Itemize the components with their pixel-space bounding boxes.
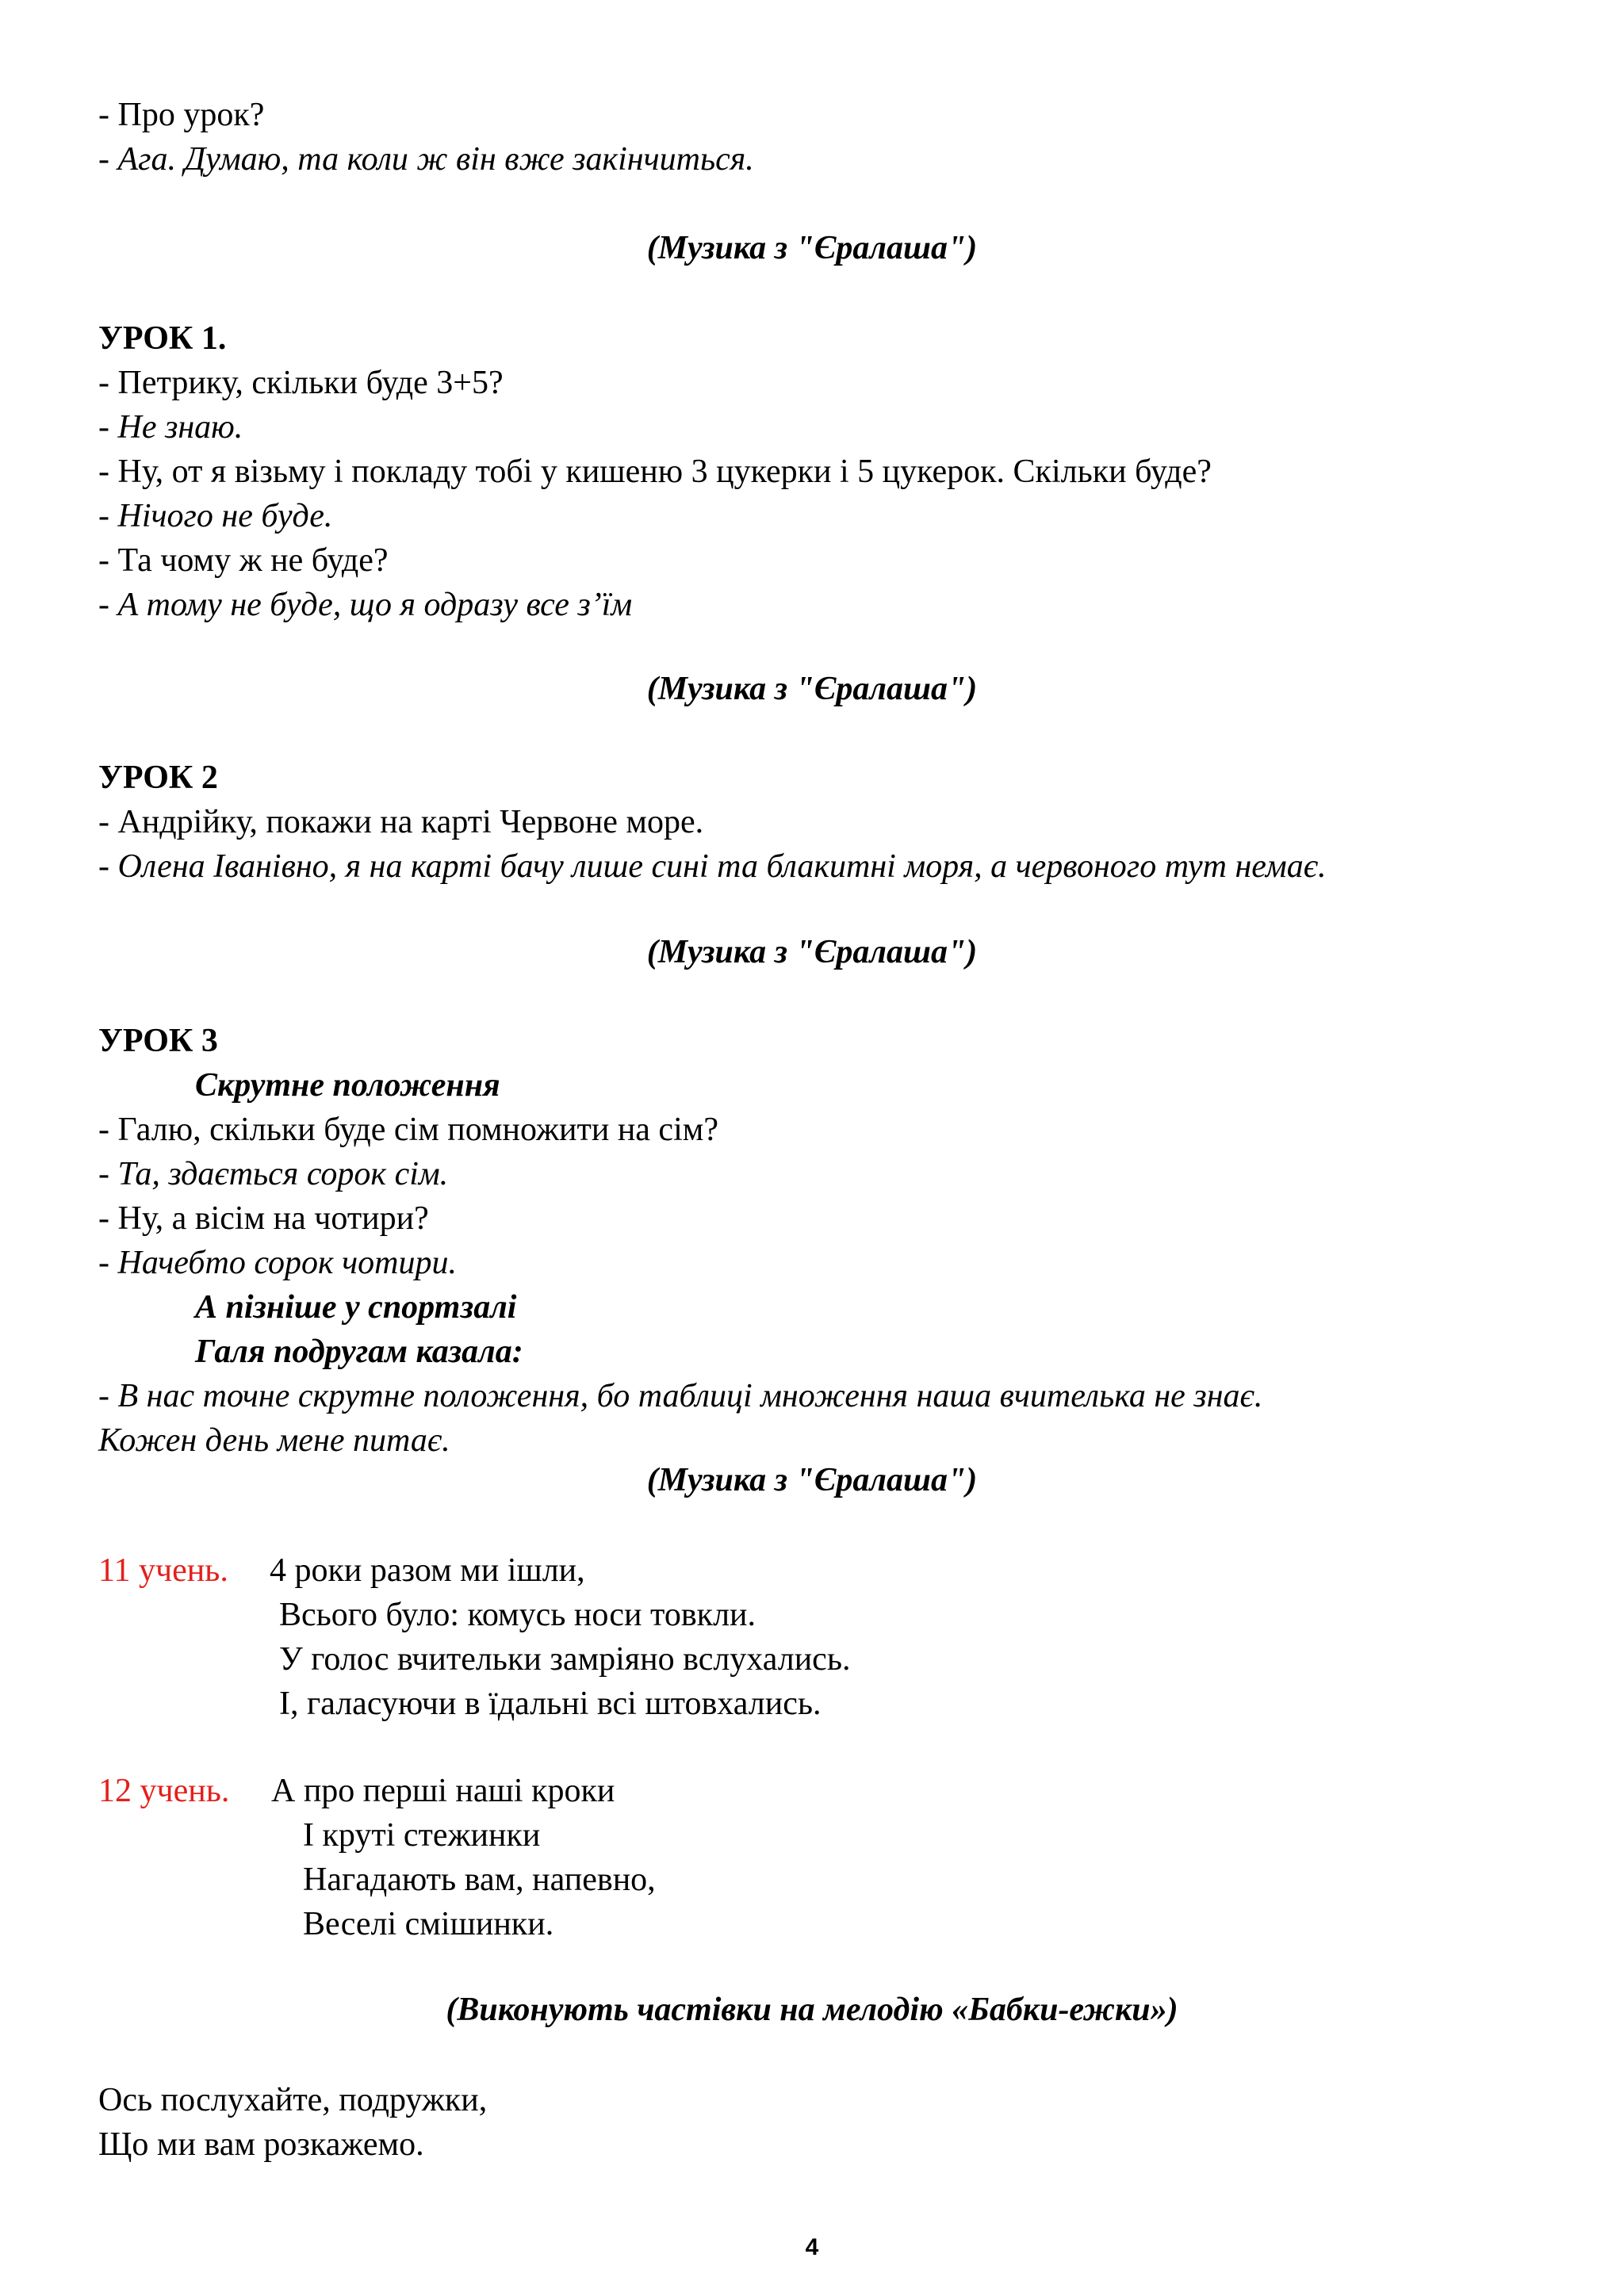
verse-line: Ось послухайте, подружки, <box>98 2082 488 2118</box>
lesson-3-heading: Скрутне положення <box>195 1067 500 1104</box>
verse-line: А пізніше у спортзалі <box>195 1289 517 1326</box>
lesson-1-title: УРОК 1. <box>98 320 227 357</box>
speaker-label: 11 учень. <box>98 1552 228 1589</box>
verse-line: Всього було: комусь носи товкли. <box>279 1597 756 1633</box>
dialogue-line: - Та, здається сорок сім. <box>98 1156 449 1192</box>
lesson-3-title: УРОК 3 <box>98 1023 218 1059</box>
verse-line: Нагадають вам, напевно, <box>303 1862 656 1898</box>
verse-line: Веселі смішинки. <box>303 1906 554 1942</box>
page-number: 4 <box>805 2234 819 2260</box>
dialogue-line: - Галю, скільки буде сім помножити на сім? <box>98 1112 718 1148</box>
dialogue-line: - Петрику, скільки буде 3+5? <box>98 365 504 401</box>
dialogue-line: - Про урок? <box>98 97 265 133</box>
dialogue-line: - Андрійку, покажи на карті Червоне море. <box>98 804 704 840</box>
dialogue-line: - Та чому ж не буде? <box>98 542 389 579</box>
stage-direction-music: (Музика з "Єралаша") <box>646 671 978 707</box>
dialogue-line: - Не знаю. <box>98 409 243 446</box>
stage-direction-song: (Виконують частівки на мелодію «Бабки-ежки») <box>446 1992 1178 2028</box>
dialogue-line: - Начебто сорок чотири. <box>98 1245 457 1281</box>
speaker-label: 12 учень. <box>98 1773 230 1809</box>
dialogue-line: - Олена Іванівно, я на карті бачу лише сині та блакитні моря, а червоного тут немає. <box>98 848 1327 885</box>
dialogue-line: - А тому не буде, що я одразу все з’їм <box>98 587 633 623</box>
verse-line: І круті стежинки <box>303 1817 541 1854</box>
dialogue-line: Кожен день мене питає. <box>98 1422 450 1459</box>
verse-line: І, галасуючи в їдальні всі штовхались. <box>279 1686 822 1722</box>
stage-direction-music: (Музика з "Єралаша") <box>646 934 978 970</box>
stage-direction-music: (Музика з "Єралаша") <box>646 1462 978 1498</box>
verse-line: А про перші наші кроки <box>271 1773 615 1809</box>
dialogue-line: - Ну, а вісім на чотири? <box>98 1200 429 1237</box>
lesson-2-title: УРОК 2 <box>98 760 218 796</box>
dialogue-line: - Ну, от я візьму і покладу тобі у кишеню 3 цукерки і 5 цукерок. Скільки буде? <box>98 453 1212 490</box>
verse-line: Що ми вам розкажемо. <box>98 2126 424 2163</box>
verse-line: 4 роки разом ми ішли, <box>270 1552 585 1589</box>
dialogue-line: - Ага. Думаю, та коли ж він вже закінчиться. <box>98 141 754 178</box>
dialogue-line: - В нас точне скрутне положення, бо таблиці множення наша вчителька не знає. <box>98 1378 1263 1414</box>
verse-line: Галя подругам казала: <box>195 1334 523 1370</box>
stage-direction-music: (Музика з "Єралаша") <box>646 230 978 266</box>
verse-line: У голос вчительки замріяно вслухались. <box>279 1641 851 1678</box>
dialogue-line: - Нічого не буде. <box>98 498 333 534</box>
